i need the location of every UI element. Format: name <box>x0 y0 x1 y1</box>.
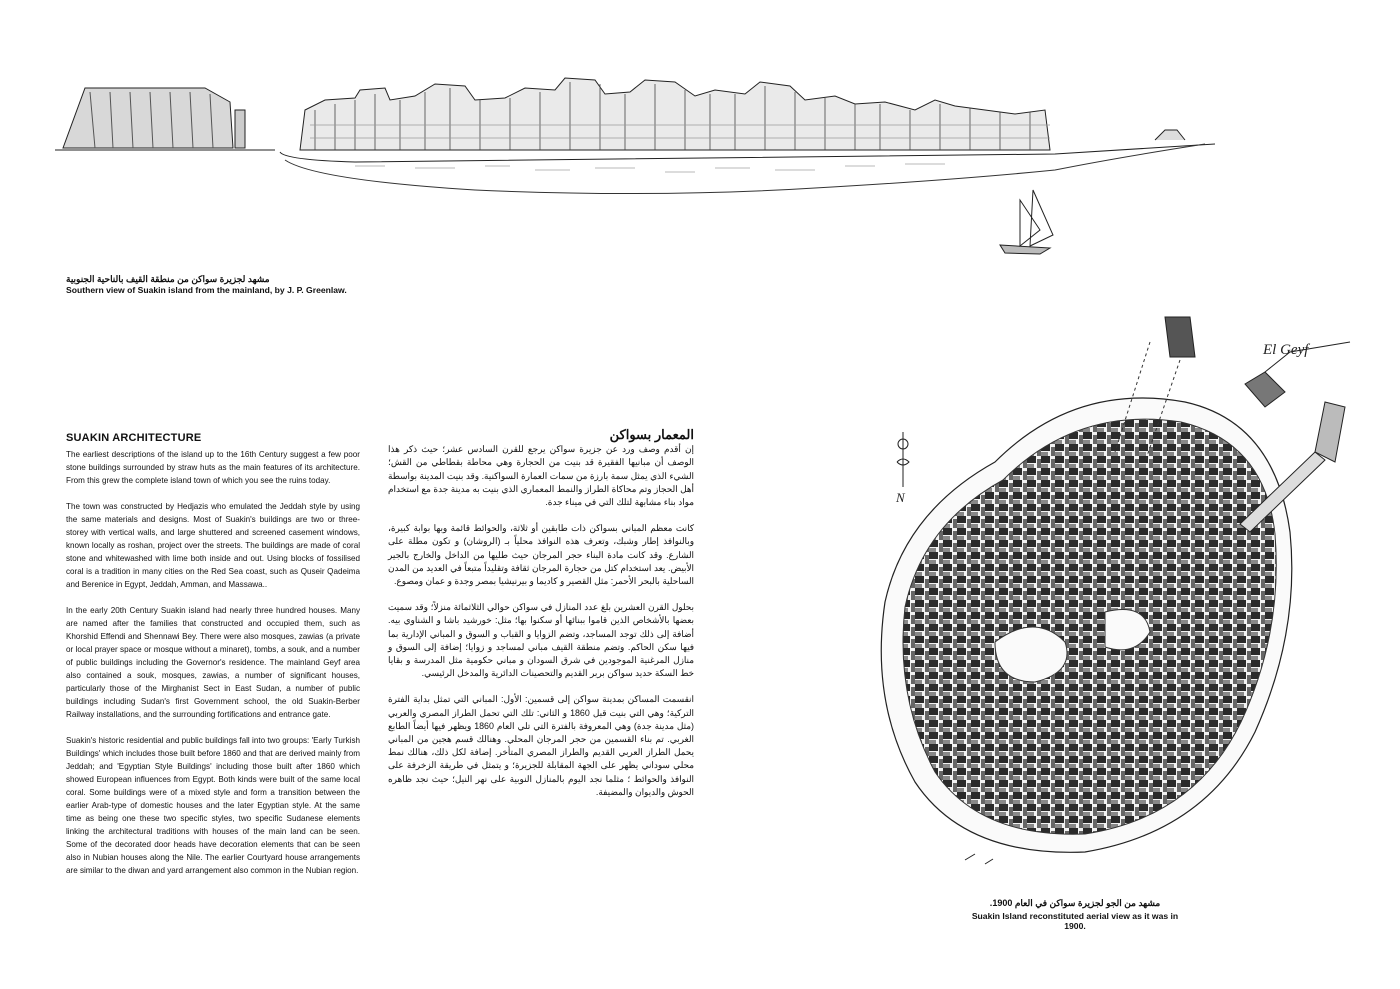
map-caption <box>960 898 1190 931</box>
arabic-title: المعمار بسواكن <box>609 427 694 442</box>
north-label: N <box>896 490 905 505</box>
english-paragraph: Suakin's historic residential and public buildings fall into two groups: 'Early Turkish Buildings' which includes those built before 1860 and that are derived mainly from Jeddah; and 'Egyptian Style Buildings' including those built after 1860 which showed European influences from Egypt. Both kinds were built of the same local coral. Some buildings were of a mixed style and form a transition between the earlier Arab-type of domestic houses and the later Egyptian style. At the same time as being one these two specific styles, two specific Sudanese elements linking the architectural traditions with houses of the main land can be seen. Some of the decorated door heads have decoration elements that can be seen also in Nubian houses along the Nile. The earlier Courtyard house arrangements are similar to the diwan and yard arrangement also common in the Nubian region. <box>66 736 360 875</box>
arabic-paragraph: إن أقدم وصف ورد عن جزيرة سواكن يرجع للقرن السادس عشر؛ حيث ذكر هذا الوصف أن مبانيها الفقيرة قد بنيت من الحجارة وهي محاطة بقطاطي من القش؛ الشيء الذي يمثل سمة بارزة من سمات العمارة السواكنية. وقد بنيت المدينة بواسطة أهل الحجاز وتم محاكاة الطراز والنمط المعماري الذي بنيت به مدينة جدة مع استخدام مواد بناء مشابهة لتلك التي في ميناء جدة. <box>388 444 694 508</box>
skyline-caption-english: Southern view of Suakin island from the mainland, by J. P. Greenlaw. <box>66 285 347 295</box>
arabic-article <box>388 428 694 812</box>
map-caption-english: Suakin Island reconstituted aerial view as it was in 1900. <box>971 911 1179 931</box>
english-title: SUAKIN ARCHITECTURE <box>66 432 202 444</box>
english-paragraph: The town was constructed by Hedjazis who emulated the Jeddah style by using the same materials and designs. Most of Suakin's buildings are two or three-storey with vertical walls, and large shuttered and screened casement windows, known locally as roshan, project over the streets. The buildings are made of coral stone and whitewashed with lime both inside and out. Using blocks of fossilised coral is a tradition in many cities on the Red Sea coast, such as Quseir Qadeima and Berenice in Egypt, Jeddah, Amman, and Massawa.. <box>66 502 360 589</box>
skyline-caption-arabic: مشهد لجزيرة سواكن من منطقة القيف بالناحية الجنوبية <box>66 274 270 284</box>
arabic-paragraph: كانت معظم المباني بسواكن ذات طابقين أو ثلاثة، والحوائط قائمة وبها بوابة كبيرة، وبالنوافذ إطار وشبك، وتعرف هذه النوافذ محلياً بـ (الروشان) و تكون مطلة على الشارع. وقد كانت مادة البناء حجر المرجان حيث طليها من الداخل والخارج بالجير الأبيض. يعد استخدام كتل من حجارة المرجان ثقافة وتقليداً متبعاً في العديد من المدن الساحلية بالبحر الأحمر: مثل القصير و كاديما و بيرنيشيا بمصر وجدة و عمان ومصوع. <box>388 523 694 587</box>
english-paragraph: The earliest descriptions of the island up to the 16th Century suggest a few poor stone buildings surrounded by straw huts as the main features of its architecture. From this grew the complete island town of which you see the ruins today. <box>66 450 360 485</box>
skyline-sketch <box>55 70 1215 270</box>
english-article <box>66 432 360 890</box>
arabic-paragraph: بحلول القرن العشرين بلغ عدد المنازل في سواكن حوالي الثلاثمائة منزلاً؛ وقد سميت بعضها بالأشخاص الذين قاموا ببنائها أو سكنوا بها؛ مثل: خورشيد باشا و الشناوي بيه. أضافة إلى ذلك توجد المساجد، وتضم الزوايا و القباب و السوق و المباني الإدارية بما فيها سكن الحاكم. وتضم منطقة القيف مباني لمساجد و زوايا؛ إضافة إلى السوق و منازل المرغنية الموجودين في شرق السودان و مباني حكومية مثل المدرسة و بقايا خط السكة حديد سواكن بربر القديم والتحصينات الدائرية والمدخل الرئيسي. <box>388 602 694 679</box>
arabic-paragraph: انقسمت المساكن بمدينة سواكن إلى قسمين: الأول: المباني التي تمثل بداية الفترة التركية؛ وهي التي بنيت قبل 1860 و الثاني: تلك التي تحمل الطراز المصري والعربي (مثل مدينة جدة) وهي المعروفة بالفترة التي تلي العام 1860 ويظهر فيها أيضاً الطابع الغربي. تم بناء القسمين من حجر المرجان المحلي. وهنالك قسم هجين من المباني يحمل الطراز العربي القديم والطراز المصري المتأخر. إضافة لكل ذلك، هنالك نمط محلي سوداني يظهر على الجهة المقابلة للجزيرة؛ و يتمثل في طريقة الزخرفة على النوافذ والحوائط ؛ مثلما نجد اليوم بالمنازل النوبية على نهر النيل؛ حيث نجد ظاهره الحوش والديوان والمضيفة. <box>388 694 694 797</box>
aerial-map <box>845 312 1355 877</box>
el-geyf-label: El Geyf <box>1263 342 1309 358</box>
map-caption-arabic: مشهد من الجو لجزيرة سواكن في العام 1900. <box>989 898 1161 908</box>
english-paragraph: In the early 20th Century Suakin island had nearly three hundred houses. Many are named after the families that constructed and occupied them, such as Khorshid Effendi and Shennawi Bey. There were also mosques, zawias (a private or local prayer space or mosque without a minaret), tombs, a souk, and a number of public buildings including the Governor's residence. The mainland Geyf area also contained a souk, mosques, zawias, a number of significant houses, particularly those of the Mirghanist Sect in East Sudan, a number of public buildings including Sudan's first Government school, the old Suakin-Berber Railway installations, and the surrounding fortifications and entrance gate. <box>66 606 360 719</box>
skyline-caption <box>66 274 347 295</box>
